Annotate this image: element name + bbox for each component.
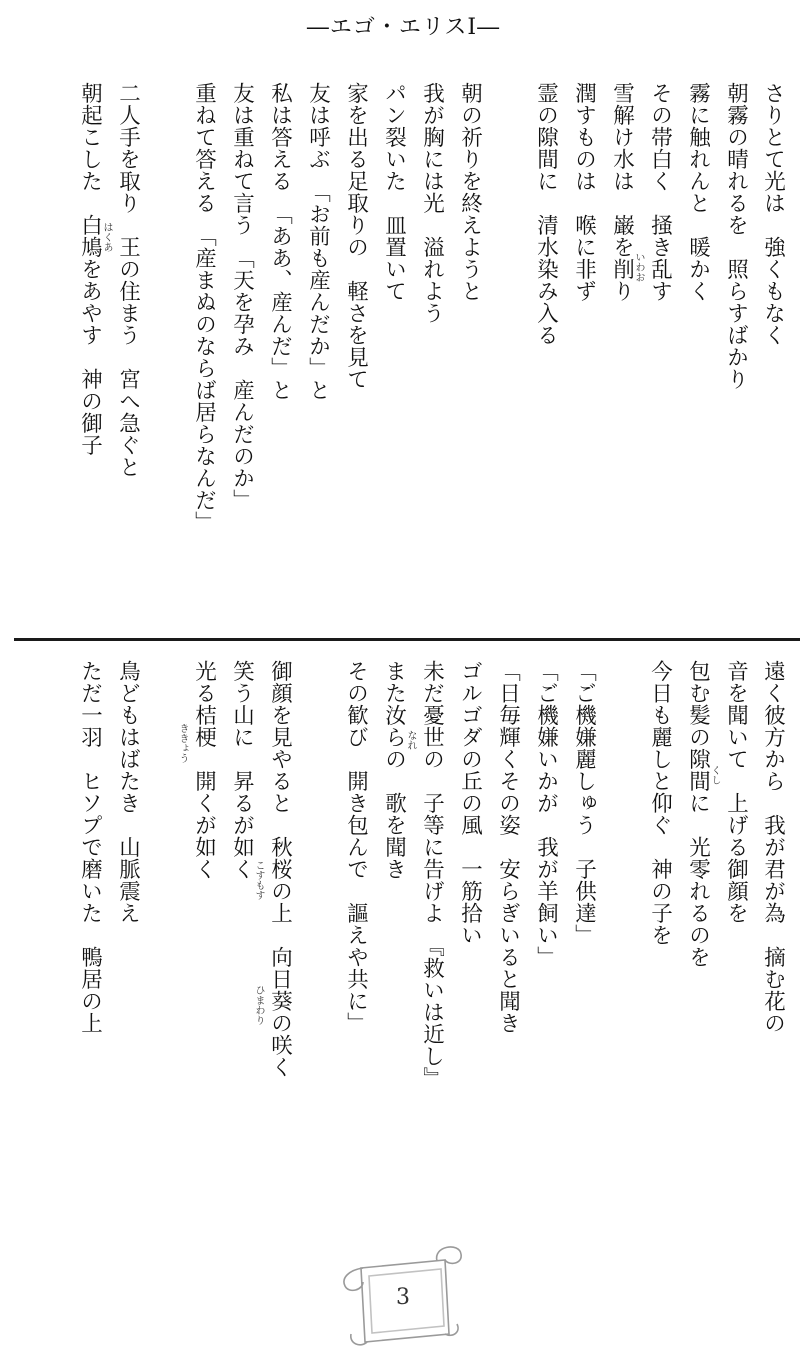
verse-line: また汝らの 歌を聞き <box>381 660 407 880</box>
verse-line: パン裂いた 皿置いて <box>381 82 407 302</box>
furigana: はくあ <box>101 222 112 252</box>
verse-line: 今日も麗しと仰ぐ 神の子を <box>647 660 673 946</box>
verse-line: 朝霧の晴れるを 照らすばかり <box>723 82 749 390</box>
verse-line: 未だ憂世の 子等に告げよ 『救いは近し』 <box>419 660 445 1090</box>
verse-line: 包む髪の隙間に 光零れるのを <box>685 660 711 968</box>
verse-line: 光る桔梗 開くが如く <box>191 660 217 880</box>
furigana: なれ <box>405 730 416 750</box>
verse-line: 友は呼ぶ 「お前も産んだか」と <box>305 82 331 402</box>
verse-line: 音を聞いて 上げる御顔を <box>723 660 749 924</box>
verse-line: 重ねて答える 「産まぬのならば居らなんだ」 <box>191 82 217 534</box>
furigana: ひまわり <box>253 985 264 1025</box>
verse-line: 「日毎輝くその姿 安らぎいると聞き <box>495 660 521 1034</box>
verse-line: 潤すものは 喉に非ず <box>571 82 597 302</box>
furigana: いわお <box>633 252 644 282</box>
verse-line: 霧に触れんと 暖かく <box>685 82 711 302</box>
page-number: 3 <box>396 1285 410 1310</box>
verse-line: その帯白く 掻き乱す <box>647 82 673 302</box>
verse-line: 御顔を見やると 秋桜の上 向日葵の咲く <box>267 660 293 1078</box>
verse-line: 雪解け水は 巌を削り <box>609 82 635 302</box>
page-title: ―エゴ・エリスⅠ― <box>306 15 501 40</box>
verse-line: 遠く彼方から 我が君が為 摘む花の <box>760 660 786 1034</box>
verse-line: 家を出る足取りの 軽さを見て <box>343 82 369 390</box>
verse-line: 笑う山に 昇るが如く <box>229 660 255 880</box>
verse-line: 私は答える 「ああ、産んだ」と <box>267 82 293 402</box>
verse-line: 「ご機嫌麗しゅう 子供達」 <box>571 660 597 946</box>
verse-line: 友は重ねて言う 「天を孕み 産んだのか」 <box>229 82 255 512</box>
verse-line: 鳥どもはばたき 山脈震え <box>115 660 141 924</box>
verse-line: さりとて光は 強くもなく <box>760 82 786 346</box>
verse-line: ただ一羽 ヒソプで磨いた 鴨居の上 <box>77 660 103 1034</box>
page-number-scroll <box>333 1238 473 1348</box>
verse-line: その歓び 開き包んで 謳えや共に」 <box>343 660 369 1034</box>
verse-line: 二人手を取り 王の住まう 宮へ急ぐと <box>115 82 141 478</box>
verse-line: 朝起こした 白鳩をあやす 神の御子 <box>77 82 103 456</box>
furigana: こすもす <box>253 860 264 900</box>
section-divider <box>14 638 800 641</box>
furigana: ききょう <box>177 723 188 763</box>
verse-line: 朝の祈りを終えようと <box>457 82 483 302</box>
verse-line: ゴルゴダの丘の風 一筋拾い <box>457 660 483 946</box>
verse-line: 我が胸には光 溢れよう <box>419 82 445 324</box>
furigana: くし <box>709 765 720 785</box>
verse-line: 「ご機嫌いかが 我が羊飼い」 <box>533 660 559 968</box>
verse-line: 霊の隙間に 清水染み入る <box>533 82 559 346</box>
